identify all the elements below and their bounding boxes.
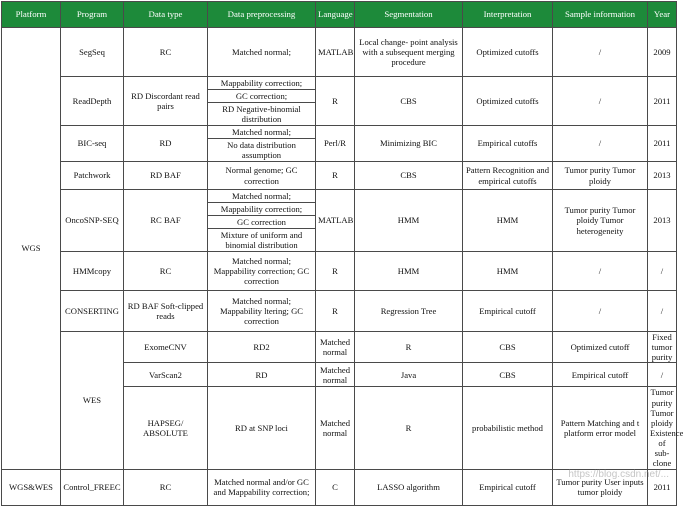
segmentation-cell: HMM (355, 252, 463, 291)
table-row (2, 332, 677, 363)
table-row (2, 469, 677, 505)
header-interpretation: Interpretation (463, 2, 553, 28)
header-program: Program (61, 2, 124, 28)
language-cell: MATLAB (316, 28, 355, 77)
header-platform: Platform (2, 2, 61, 28)
program-cell: ReadDepth (61, 77, 124, 126)
preprocessing-cell: No data distribution assumption (208, 139, 316, 162)
language-cell: R (316, 252, 355, 291)
preprocessing-cell: GC correction; (208, 90, 316, 103)
segmentation-cell: Minimizing BIC (355, 126, 463, 162)
preprocessing-cell: Matched normal and/or GC and Mappability correction; (208, 469, 316, 505)
header-preprocessing: Data preprocessing (208, 2, 316, 28)
interpretation-cell: Optimized cutoffs (463, 28, 553, 77)
preprocessing-cell: Matched normal; Mappability ltering; GC correction (208, 291, 316, 332)
sample-info-cell: / (553, 77, 648, 126)
data-type-cell: RD (124, 126, 208, 162)
language-cell: R (355, 332, 463, 363)
table-row (2, 28, 677, 77)
segmentation-cell: HMM (355, 190, 463, 252)
table-row (2, 252, 677, 291)
sample-info-cell: Tumor purity Tumor ploidy (553, 162, 648, 190)
preprocessing-cell: Matched normal (316, 363, 355, 387)
preprocessing-cell: Mixture of uniform and binomial distribution (208, 229, 316, 252)
segmentation-cell: Regression Tree (355, 291, 463, 332)
interpretation-cell: Optimized cutoffs (463, 77, 553, 126)
preprocessing-cell: Normal genome; GC correction (208, 162, 316, 190)
table-row (2, 126, 677, 139)
data-type-cell: RD at SNP loci (208, 387, 316, 469)
header-sample-info: Sample information (553, 2, 648, 28)
table-row (2, 162, 677, 190)
preprocessing-cell: Matched normal (316, 332, 355, 363)
data-type-cell: RD (208, 363, 316, 387)
program-cell: HAPSEG/ ABSOLUTE (124, 387, 208, 469)
data-type-cell: RD Discordant read pairs (124, 77, 208, 126)
interpretation-cell: HMM (463, 252, 553, 291)
interpretation-cell: Pattern Matching and t platform error model (553, 387, 648, 469)
program-cell: VarScan2 (124, 363, 208, 387)
language-cell: R (316, 77, 355, 126)
preprocessing-cell: Mappability correction; (208, 203, 316, 216)
program-cell: HMMcopy (61, 252, 124, 291)
data-type-cell: RC (124, 469, 208, 505)
language-cell: Perl/R (316, 126, 355, 162)
program-cell: CONSERTING (61, 291, 124, 332)
year-cell: 2009 (648, 28, 677, 77)
program-cell: BIC-seq (61, 126, 124, 162)
sample-info-cell: / (553, 291, 648, 332)
data-type-cell: RD BAF (124, 162, 208, 190)
cnv-tools-table (1, 1, 683, 506)
segmentation-cell: probabilistic method (463, 387, 553, 469)
header-segmentation: Segmentation (355, 2, 463, 28)
watermark: https://blog.csdn.net/... (568, 469, 669, 480)
preprocessing-cell: Matched normal; Mappability correction; GC correction (208, 252, 316, 291)
platform-cell: WES (61, 332, 124, 470)
year-cell: 2011 (648, 126, 677, 162)
year-cell: / (648, 291, 677, 332)
interpretation-cell: Empirical cutoff (553, 363, 648, 387)
header-language: Language (316, 2, 355, 28)
year-cell: 2013 (648, 162, 677, 190)
program-cell: Patchwork (61, 162, 124, 190)
interpretation-cell: Optimized cutoff (553, 332, 648, 363)
sample-info-cell: / (553, 126, 648, 162)
language-cell: R (316, 291, 355, 332)
data-type-cell: RC (124, 28, 208, 77)
platform-cell: WGS&WES (2, 469, 61, 505)
header-row (2, 2, 677, 28)
year-cell: 2011 (648, 469, 677, 505)
platform-cell: WGS (2, 28, 61, 470)
language-cell: MATLAB (316, 190, 355, 252)
data-type-cell: RC (124, 252, 208, 291)
table-row (2, 291, 677, 332)
segmentation-cell: CBS (463, 332, 553, 363)
language-cell: R (355, 387, 463, 469)
sample-info-cell: / (553, 28, 648, 77)
data-type-cell: RC BAF (124, 190, 208, 252)
segmentation-cell: Local change- point analysis with a subsequent merging procedure (355, 28, 463, 77)
year-cell: 2011 (648, 77, 677, 126)
preprocessing-cell: Matched normal; (208, 126, 316, 139)
program-cell: SegSeq (61, 28, 124, 77)
interpretation-cell: Empirical cutoff (463, 291, 553, 332)
program-cell: ExomeCNV (124, 332, 208, 363)
sample-info-cell: Tumor purity Tumor ploidy Tumor heterogeneity (553, 190, 648, 252)
segmentation-cell: LASSO algorithm (355, 469, 463, 505)
interpretation-cell: Pattern Recognition and empirical cutoffs (463, 162, 553, 190)
header-data-type: Data type (124, 2, 208, 28)
table-row (2, 77, 677, 90)
header-year: Year (648, 2, 677, 28)
sample-info-cell: / (648, 363, 677, 387)
sample-info-cell: Tumor purity User inputs tumor ploidy (553, 469, 648, 505)
year-cell: 2013 (648, 190, 677, 252)
year-cell: / (648, 252, 677, 291)
sample-info-cell: Tumor purity Tumor ploidy Existence of sub-clone (648, 387, 677, 469)
interpretation-cell: Empirical cutoffs (463, 126, 553, 162)
preprocessing-cell: Matched normal (316, 387, 355, 469)
sample-info-cell: Fixed tumor purity (648, 332, 677, 363)
segmentation-cell: CBS (355, 162, 463, 190)
preprocessing-cell: Matched normal; (208, 28, 316, 77)
language-cell: Java (355, 363, 463, 387)
language-cell: R (316, 162, 355, 190)
segmentation-cell: CBS (463, 363, 553, 387)
preprocessing-cell: GC correction (208, 216, 316, 229)
interpretation-cell: Empirical cutoff (463, 469, 553, 505)
preprocessing-cell: RD Negative-binomial distribution (208, 103, 316, 126)
data-type-cell: RD BAF Soft-clipped reads (124, 291, 208, 332)
interpretation-cell: HMM (463, 190, 553, 252)
sample-info-cell: / (553, 252, 648, 291)
preprocessing-cell: Mappability correction; (208, 77, 316, 90)
program-cell: OncoSNP-SEQ (61, 190, 124, 252)
language-cell: C (316, 469, 355, 505)
program-cell: Control_FREEC (61, 469, 124, 505)
preprocessing-cell: Matched normal; (208, 190, 316, 203)
segmentation-cell: CBS (355, 77, 463, 126)
table-row (2, 190, 677, 203)
data-type-cell: RD2 (208, 332, 316, 363)
